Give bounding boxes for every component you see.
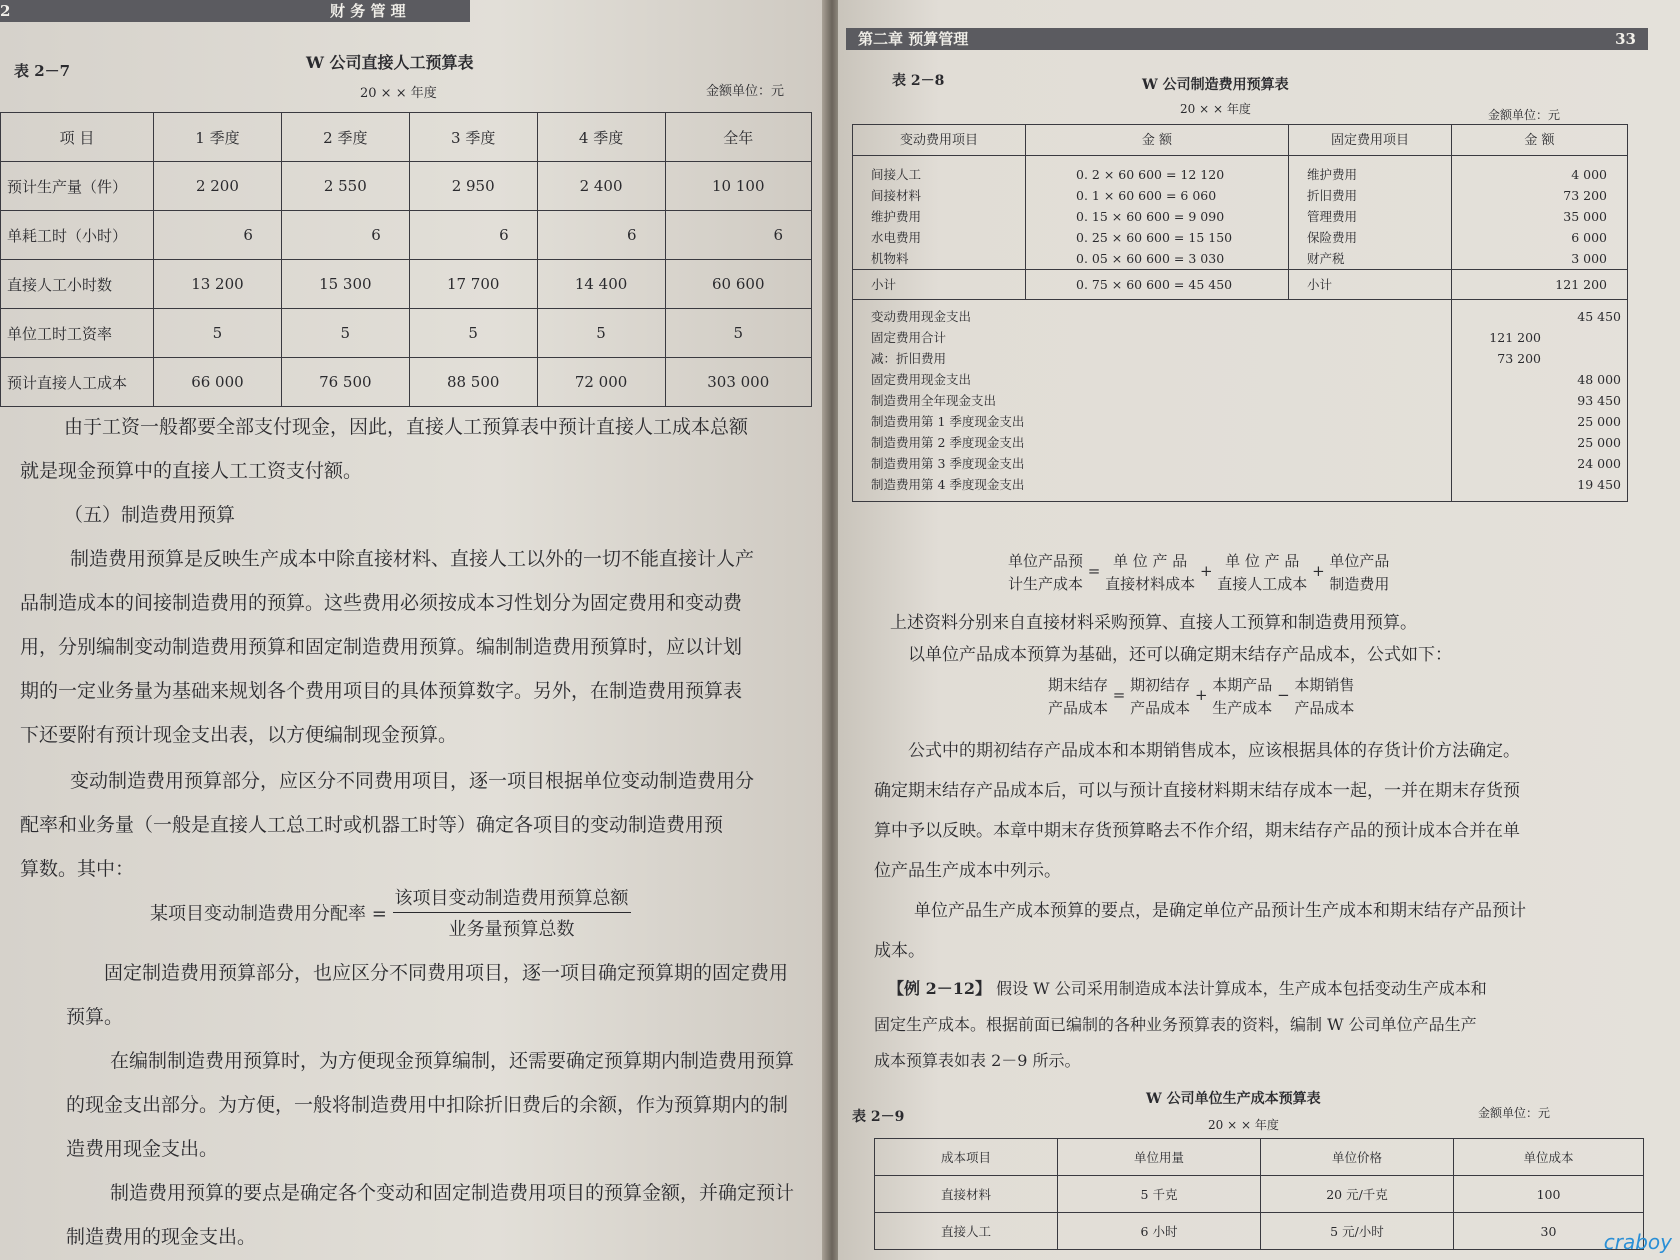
cell: 5 元/小时 bbox=[1261, 1213, 1454, 1250]
list-item: 制造费用第 2 季度现金支出 bbox=[871, 435, 1025, 450]
example-tag: 【例 2－12】 bbox=[888, 979, 991, 998]
cell: 6 小时 bbox=[1058, 1213, 1261, 1250]
formula-term-bottom: 产品成本 bbox=[1130, 699, 1191, 717]
formula-term bbox=[1048, 672, 1108, 718]
table-row bbox=[875, 1213, 1644, 1250]
paragraph-line: 固定生产成本。根据前面已编制的各种业务预算表的资料，编制 W 公司单位产品生产 bbox=[874, 1015, 1477, 1034]
example-2-12 bbox=[888, 976, 1487, 999]
paragraph-line: 成本预算表如表 2－9 所示。 bbox=[874, 1051, 1081, 1070]
table28-year: 20 × × 年度 bbox=[1180, 102, 1251, 116]
formula-ending-inventory: 期末结存 产品成本 = 期初结存 产品成本 + 本期产品 生产成本 − 本期销售 产品成本 bbox=[1048, 672, 1354, 718]
table-row bbox=[1, 309, 812, 358]
cell: 20 元/千克 bbox=[1261, 1176, 1454, 1213]
paragraph-line: 算中予以反映。本章中期末存货预算略去不作介绍，期末结存产品的预计成本合并在单 bbox=[874, 821, 1520, 841]
cell: 13 200 bbox=[154, 260, 282, 309]
variable-subtotal: 0. 75 × 60 600 = 45 450 bbox=[1026, 270, 1289, 300]
paragraph-line: 配率和业务量（一般是直接人工总工时或机器工时等）确定各项目的变动制造费用预 bbox=[20, 814, 724, 836]
list-item: 制造费用第 4 季度现金支出 bbox=[871, 477, 1025, 492]
watermark-logo: craboy bbox=[1603, 1230, 1672, 1254]
formula-term-top: 单 位 产 品 bbox=[1112, 552, 1188, 570]
header-page-number: 2 bbox=[0, 2, 11, 20]
right-page bbox=[838, 0, 1680, 1260]
cell: 2 400 bbox=[537, 162, 665, 211]
table-row bbox=[853, 156, 1628, 270]
cell: 30 bbox=[1454, 1213, 1644, 1250]
table-header-row bbox=[853, 125, 1628, 156]
list-item: 间接人工 bbox=[871, 167, 922, 182]
paragraph-line: 用，分别编制变动制造费用预算和固定制造费用预算。编制制造费用预算时，应以计划 bbox=[20, 636, 743, 658]
list-item: 折旧费用 bbox=[1307, 188, 1358, 203]
list-item: 固定费用合计 bbox=[871, 330, 947, 345]
cell: 100 bbox=[1454, 1176, 1644, 1213]
table27-label: 表 2－7 bbox=[14, 62, 71, 80]
col-header: 全年 bbox=[665, 113, 812, 162]
table-2-7 bbox=[0, 112, 812, 407]
table28-title: W 公司制造费用预算表 bbox=[1142, 77, 1289, 93]
cell: 17 700 bbox=[409, 260, 537, 309]
col-header: 成本项目 bbox=[875, 1139, 1058, 1176]
list-item: 管理费用 bbox=[1307, 209, 1358, 224]
cell: 6 bbox=[537, 211, 665, 260]
col-header: 金 额 bbox=[1026, 125, 1289, 156]
cell: 15 300 bbox=[281, 260, 409, 309]
row-label: 直接人工 bbox=[875, 1213, 1058, 1250]
paragraph-line: 上述资料分别来自直接材料采购预算、直接人工预算和制造费用预算。 bbox=[890, 613, 1417, 633]
table29-year: 20 × × 年度 bbox=[1208, 1118, 1279, 1132]
formula-term-bottom: 计生产成本 bbox=[1008, 575, 1084, 593]
cash-labels bbox=[853, 300, 1452, 502]
formula-term-bottom: 直接材料成本 bbox=[1105, 575, 1196, 593]
paragraph-line: 就是现金预算中的直接人工工资支付额。 bbox=[20, 460, 363, 482]
paragraph-line: 下还要附有预计现金支出表，以方便编制现金预算。 bbox=[20, 724, 458, 746]
list-item: 维护费用 bbox=[1307, 167, 1358, 182]
col-header: 变动费用项目 bbox=[853, 125, 1026, 156]
cell: 5 bbox=[154, 309, 282, 358]
table-row bbox=[1, 358, 812, 407]
row-label: 预计直接人工成本 bbox=[1, 358, 154, 407]
cell: 10 100 bbox=[665, 162, 812, 211]
fixed-subtotal-label: 小计 bbox=[1289, 270, 1452, 300]
fixed-subtotal: 121 200 bbox=[1452, 270, 1628, 300]
cell: 6 bbox=[665, 211, 812, 260]
list-item: 间接材料 bbox=[871, 188, 922, 203]
table-header-row bbox=[875, 1139, 1644, 1176]
page-number: 33 bbox=[1615, 30, 1636, 48]
formula-term-bottom: 生产成本 bbox=[1212, 699, 1273, 717]
table-header-row bbox=[1, 113, 812, 162]
table27-title: W 公司直接人工预算表 bbox=[306, 53, 474, 72]
table27-unit: 金额单位：元 bbox=[706, 84, 785, 99]
paragraph-line: 变动制造费用预算部分，应区分不同费用项目，逐一项目根据单位变动制造费用分 bbox=[70, 770, 755, 792]
fixed-items bbox=[1289, 156, 1452, 270]
cash-values bbox=[1452, 300, 1628, 502]
cell: 2 550 bbox=[281, 162, 409, 211]
paragraph-line: 制造费用预算是反映生产成本中除直接材料、直接人工以外的一切不能直接计人产 bbox=[70, 548, 755, 570]
paragraph-line: 算数。其中： bbox=[20, 858, 135, 880]
cell: 5 bbox=[537, 309, 665, 358]
cell: 6 bbox=[409, 211, 537, 260]
paragraph-line: 在编制制造费用预算时，为方便现金预算编制，还需要确定预算期内制造费用预算 bbox=[110, 1050, 795, 1072]
cell: 60 600 bbox=[665, 260, 812, 309]
formula-denominator: 业务量预算总数 bbox=[448, 919, 575, 940]
list-item: 财产税 bbox=[1307, 251, 1345, 266]
paragraph-line: 固定制造费用预算部分，也应区分不同费用项目，逐一项目确定预算期的固定费用 bbox=[104, 962, 789, 984]
col-header: 固定费用项目 bbox=[1289, 125, 1452, 156]
list-item: 变动费用现金支出 bbox=[871, 309, 972, 324]
header-book-title: 财 务 管 理 bbox=[330, 2, 406, 20]
paragraph-line: 的现金支出部分。为方便，一般将制造费用中扣除折旧费后的余额，作为预算期内的制 bbox=[66, 1094, 789, 1116]
formula-term-top: 本期产品 bbox=[1212, 676, 1273, 694]
cell: 2 200 bbox=[154, 162, 282, 211]
table-row bbox=[1, 162, 812, 211]
list-item: 制造费用第 1 季度现金支出 bbox=[871, 414, 1025, 429]
col-header: 1 季度 bbox=[154, 113, 282, 162]
paragraph-line: 品制造成本的间接制造费用的预算。这些费用必须按成本习性划分为固定费用和变动费 bbox=[20, 592, 743, 614]
paragraph-line: 确定期末结存产品成本后，可以与预计直接材料期末结存成本一起，一并在期末存货预 bbox=[874, 781, 1520, 801]
row-label: 单位工时工资率 bbox=[1, 309, 154, 358]
formula-term-bottom: 产品成本 bbox=[1048, 699, 1109, 717]
col-header: 2 季度 bbox=[281, 113, 409, 162]
list-item: 制造费用第 3 季度现金支出 bbox=[871, 456, 1025, 471]
chapter-title: 第二章 预算管理 bbox=[858, 30, 969, 48]
paragraph-line: 预算。 bbox=[66, 1006, 124, 1028]
running-header-right bbox=[846, 28, 1648, 50]
cell: 76 500 bbox=[281, 358, 409, 407]
formula-term-bottom: 制造费用 bbox=[1329, 575, 1390, 593]
subtotal-label: 小计 bbox=[853, 270, 1026, 300]
subtotal-row bbox=[853, 270, 1628, 300]
formula-term bbox=[1130, 672, 1190, 718]
table28-unit: 金额单位：元 bbox=[1488, 108, 1561, 122]
row-label: 单耗工时（小时） bbox=[1, 211, 154, 260]
list-item: 3 000 bbox=[1571, 251, 1607, 266]
list-item: 121 200 bbox=[1489, 330, 1541, 345]
list-item: 减：折旧费用 bbox=[871, 351, 947, 366]
table29-label: 表 2－9 bbox=[852, 1109, 905, 1125]
row-label: 直接人工小时数 bbox=[1, 260, 154, 309]
col-header: 3 季度 bbox=[409, 113, 537, 162]
table-2-8 bbox=[852, 124, 1628, 502]
cell: 72 000 bbox=[537, 358, 665, 407]
table-row bbox=[1, 260, 812, 309]
example-text: 假设 W 公司采用制造成本法计算成本，生产成本包括变动生产成本和 bbox=[996, 979, 1487, 998]
list-item: 73 200 bbox=[1497, 351, 1541, 366]
paragraph-line: 造费用现金支出。 bbox=[66, 1138, 219, 1160]
row-label: 直接材料 bbox=[875, 1176, 1058, 1213]
section-heading: （五）制造费用预算 bbox=[64, 504, 236, 526]
formula-term bbox=[1294, 672, 1354, 718]
col-header: 单位价格 bbox=[1261, 1139, 1454, 1176]
formula-allocation-rate bbox=[150, 884, 631, 941]
list-item: 24 000 bbox=[1577, 456, 1621, 471]
table28-label: 表 2－8 bbox=[892, 73, 945, 89]
paragraph-line: 以单位产品成本预算为基础，还可以确定期末结存产品成本，公式如下： bbox=[908, 645, 1452, 665]
formula-term-top: 单位产品预 bbox=[1008, 552, 1084, 570]
list-item: 0. 25 × 60 600 = 15 150 bbox=[1076, 230, 1233, 245]
table-row bbox=[875, 1176, 1644, 1213]
paragraph-line: 成本。 bbox=[874, 941, 925, 961]
formula-term-bottom: 产品成本 bbox=[1294, 699, 1355, 717]
cell: 88 500 bbox=[409, 358, 537, 407]
list-item: 25 000 bbox=[1577, 414, 1621, 429]
cell: 5 bbox=[665, 309, 812, 358]
list-item: 35 000 bbox=[1563, 209, 1607, 224]
formula-term bbox=[1217, 548, 1307, 594]
list-item: 保险费用 bbox=[1307, 230, 1358, 245]
formula-term-top: 本期销售 bbox=[1294, 676, 1355, 694]
row-label: 预计生产量（件） bbox=[1, 162, 154, 211]
cash-section bbox=[853, 300, 1628, 502]
list-item: 0. 2 × 60 600 = 12 120 bbox=[1076, 167, 1225, 182]
list-item: 6 000 bbox=[1571, 230, 1607, 245]
table29-unit: 金额单位：元 bbox=[1478, 1106, 1551, 1120]
formula-term bbox=[1212, 672, 1272, 718]
list-item: 45 450 bbox=[1577, 309, 1621, 324]
cell: 66 000 bbox=[154, 358, 282, 407]
table29-title: W 公司单位生产成本预算表 bbox=[1146, 1091, 1321, 1107]
left-page bbox=[0, 0, 826, 1260]
cell: 5 bbox=[409, 309, 537, 358]
col-header: 4 季度 bbox=[537, 113, 665, 162]
list-item: 0. 1 × 60 600 = 6 060 bbox=[1076, 188, 1217, 203]
list-item: 4 000 bbox=[1571, 167, 1607, 182]
col-header: 项 目 bbox=[1, 113, 154, 162]
formula-unit-cost: 单位产品预 计生产成本 = 单 位 产 品 直接材料成本 + 单 位 产 品 直接人工成本 + 单位产品 制造费用 bbox=[1008, 548, 1389, 594]
table-2-9 bbox=[874, 1138, 1644, 1250]
formula-fraction bbox=[393, 884, 631, 941]
running-header-left bbox=[0, 0, 470, 22]
paragraph-line: 公式中的期初结存产品成本和本期销售成本，应该根据具体的存货计价方法确定。 bbox=[908, 741, 1520, 761]
cell: 303 000 bbox=[665, 358, 812, 407]
formula-lhs: 某项目变动制造费用分配率 = bbox=[150, 903, 387, 925]
formula-term-top: 单位产品 bbox=[1329, 552, 1390, 570]
list-item: 制造费用全年现金支出 bbox=[871, 393, 997, 408]
paragraph-line: 位产品生产成本中列示。 bbox=[874, 861, 1061, 881]
col-header: 金 额 bbox=[1452, 125, 1628, 156]
cell: 6 bbox=[281, 211, 409, 260]
list-item: 0. 05 × 60 600 = 3 030 bbox=[1076, 251, 1225, 266]
cell: 6 bbox=[154, 211, 282, 260]
col-header: 单位用量 bbox=[1058, 1139, 1261, 1176]
paragraph-line: 期的一定业务量为基础来规划各个费用项目的具体预算数字。另外，在制造费用预算表 bbox=[20, 680, 743, 702]
list-item: 机物料 bbox=[871, 251, 909, 266]
list-item: 0. 15 × 60 600 = 9 090 bbox=[1076, 209, 1225, 224]
formula-term-top: 单 位 产 品 bbox=[1225, 552, 1300, 570]
formula-term-bottom: 直接人工成本 bbox=[1217, 575, 1308, 593]
list-item: 48 000 bbox=[1577, 372, 1621, 387]
paragraph-line: 制造费用的现金支出。 bbox=[66, 1226, 257, 1248]
list-item: 73 200 bbox=[1563, 188, 1607, 203]
formula-term-top: 期末结存 bbox=[1048, 676, 1109, 694]
variable-amounts bbox=[1026, 156, 1289, 270]
paragraph-line: 由于工资一般都要全部支付现金，因此，直接人工预算表中预计直接人工成本总额 bbox=[64, 416, 749, 438]
paragraph-line: 单位产品生产成本预算的要点，是确定单位产品预计生产成本和期末结存产品预计 bbox=[914, 901, 1526, 921]
variable-items bbox=[853, 156, 1026, 270]
formula-term-top: 期初结存 bbox=[1130, 676, 1191, 694]
list-item: 水电费用 bbox=[871, 230, 922, 245]
cell: 14 400 bbox=[537, 260, 665, 309]
paragraph-line: 制造费用预算的要点是确定各个变动和固定制造费用项目的预算金额，并确定预计 bbox=[110, 1182, 795, 1204]
table-row bbox=[1, 211, 812, 260]
cell: 5 bbox=[281, 309, 409, 358]
cell: 5 千克 bbox=[1058, 1176, 1261, 1213]
formula-term bbox=[1008, 548, 1083, 594]
list-item: 19 450 bbox=[1577, 477, 1621, 492]
list-item: 25 000 bbox=[1577, 435, 1621, 450]
list-item: 固定费用现金支出 bbox=[871, 372, 972, 387]
fixed-amounts bbox=[1452, 156, 1628, 270]
cell: 2 950 bbox=[409, 162, 537, 211]
col-header: 单位成本 bbox=[1454, 1139, 1644, 1176]
formula-term bbox=[1105, 548, 1195, 594]
list-item: 维护费用 bbox=[871, 209, 922, 224]
formula-numerator: 该项目变动制造费用预算总额 bbox=[393, 884, 631, 913]
formula-term bbox=[1329, 548, 1389, 594]
table27-year: 20 × × 年度 bbox=[360, 86, 437, 101]
list-item: 93 450 bbox=[1577, 393, 1621, 408]
